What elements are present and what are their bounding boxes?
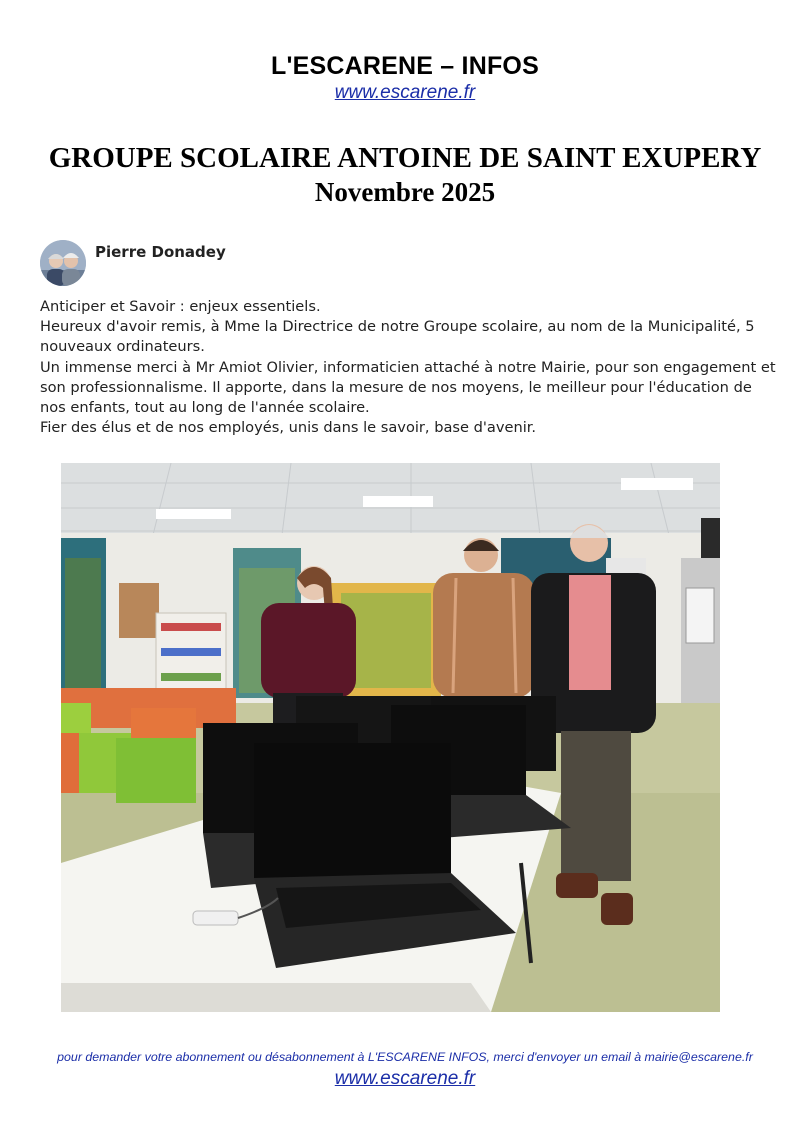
post-line: Anticiper et Savoir : enjeux essentiels. (40, 298, 321, 315)
post-line: Fier des élus et de nos employés, unis dans le savoir, base d'avenir. (40, 419, 537, 437)
site-title: L'ESCARENE – INFOS (271, 52, 539, 80)
post-author[interactable]: Pierre Donadey (95, 243, 226, 261)
post-line: Un immense merci à Mr Amiot Olivier, informaticien attaché à notre Mairie, pour son engagement et son professionnalisme. Il apporte, dans la mesure de nos moyens, le meilleur pour l'éducation de nos enfants, tout au long de l'année scolaire. (40, 358, 776, 417)
post-text (40, 297, 780, 438)
post-line: Heureux d'avoir remis, à Mme la Directrice de notre Groupe scolaire, au nom de la Municipalité, 5 nouveaux ordinateurs. (40, 318, 755, 356)
avatar[interactable] (40, 240, 86, 286)
article-date: Novembre 2025 (314, 177, 496, 207)
site-link-footer[interactable]: www.escarene.fr (334, 1068, 476, 1089)
article-headline: GROUPE SCOLAIRE ANTOINE DE SAINT EXUPERY (48, 142, 762, 174)
classroom-photo (61, 463, 720, 1012)
site-link[interactable]: www.escarene.fr (334, 82, 476, 103)
subscription-note: pour demander votre abonnement ou désabonnement à L'ESCARENE INFOS, merci d'envoyer un email à mairie@escarene.fr (57, 1050, 753, 1064)
